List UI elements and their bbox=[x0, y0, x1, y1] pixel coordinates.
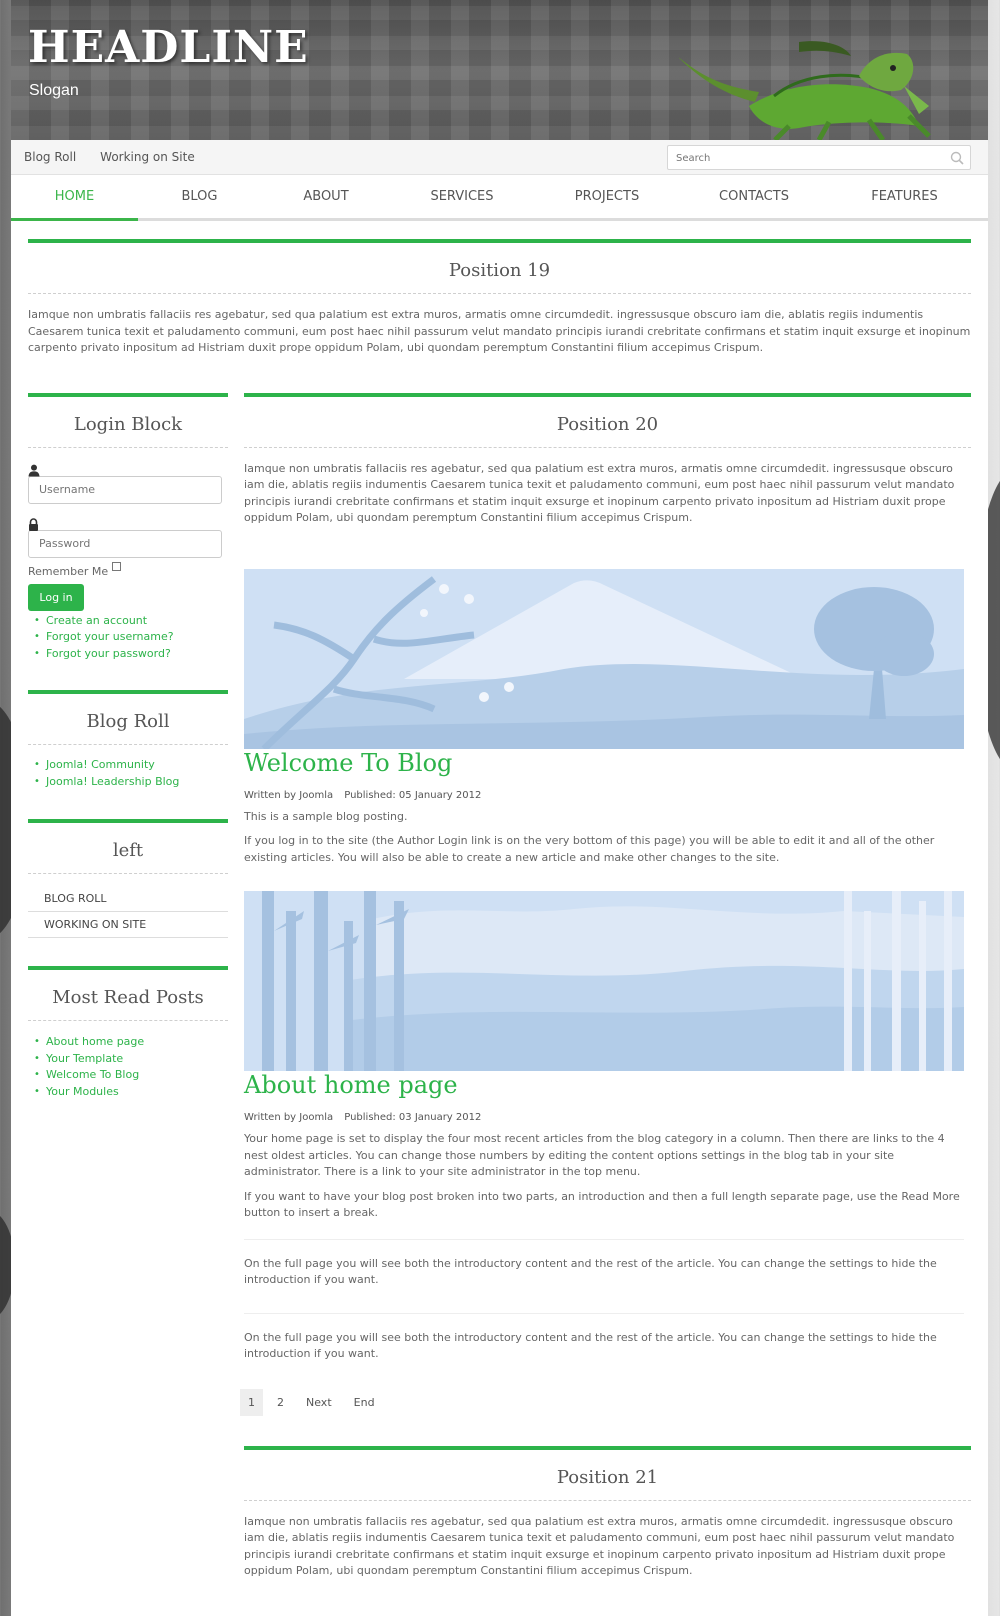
left-menu-title: left bbox=[28, 819, 228, 874]
position-20-text: Iamque non umbratis fallaciis res agebatur, sed qua palatium est extra muros, armatis omne circumdedit. ingressusque obscuro iam die, ablatis regiis indumentis Caesarem tunica texit et paludamento communi, eum post haec nihil passurum velut mandato principis iurandi crebritate confirmans et statim inquit exsurge et inopinum carpento privato inpositum ad Histriam duxit prope oppidum Polam, ubi quondam peremptum Constantini filium accepimus Crispum. bbox=[244, 461, 955, 524]
article-image-mountain bbox=[244, 569, 964, 749]
blogroll-module bbox=[28, 690, 228, 790]
login-title: Login Block bbox=[28, 393, 228, 448]
position-21-module bbox=[244, 1446, 971, 1580]
blogroll-title: Blog Roll bbox=[28, 690, 228, 745]
article-paragraph: If you want to have your blog post broken into two parts, an introduction and then a full length separate page, use the Read More button to insert a break. bbox=[244, 1189, 960, 1219]
divider bbox=[244, 1313, 964, 1314]
main-nav bbox=[11, 175, 988, 221]
iguana-logo-image bbox=[679, 36, 949, 142]
article-published: Published: 05 January 2012 bbox=[344, 789, 482, 801]
nav-services[interactable]: SERVICES bbox=[430, 189, 494, 204]
nav-contacts[interactable]: CONTACTS bbox=[719, 189, 789, 204]
article-paragraph: This is a sample blog posting. bbox=[244, 809, 408, 823]
user-icon-row bbox=[28, 462, 228, 476]
main-column bbox=[244, 393, 971, 1580]
nav-features[interactable]: FEATURES bbox=[871, 189, 938, 204]
your-template-link[interactable]: Your Template bbox=[46, 1051, 124, 1065]
search-box bbox=[667, 145, 971, 170]
most-read-links bbox=[28, 1034, 228, 1100]
topbar-link-working-on-site[interactable]: Working on Site bbox=[100, 150, 195, 164]
columns bbox=[28, 393, 971, 1580]
password-field[interactable] bbox=[28, 530, 222, 558]
list-item bbox=[28, 613, 228, 630]
login-button[interactable]: Log in bbox=[28, 584, 84, 611]
lock-icon-row bbox=[28, 516, 228, 530]
login-module bbox=[28, 393, 228, 663]
left-menu-list bbox=[28, 886, 228, 938]
page-2-link[interactable]: 2 bbox=[277, 1395, 284, 1409]
position-20-module bbox=[244, 393, 971, 527]
joomla-community-link[interactable]: Joomla! Community bbox=[46, 758, 155, 771]
your-modules-link[interactable]: Your Modules bbox=[46, 1084, 119, 1098]
divider bbox=[244, 1239, 964, 1240]
list-item bbox=[28, 629, 228, 646]
pagination bbox=[240, 1389, 971, 1416]
article bbox=[244, 569, 964, 867]
list-item bbox=[28, 1051, 228, 1068]
article-paragraph: Your home page is set to display the four most recent articles from the blog category in a column. Then there are links to the 4 nest oldest articles. You can change those numbers by editing the content options settings in the blog tab in your site administrator. There is a link to your site administrator in the top menu. bbox=[244, 1132, 945, 1178]
article-title[interactable]: Welcome To Blog bbox=[244, 748, 453, 777]
position-19-title: Position 19 bbox=[28, 239, 971, 294]
article-image-bamboo bbox=[244, 891, 964, 1071]
left-menu-item-working-on-site[interactable]: WORKING ON SITE bbox=[28, 912, 228, 938]
list-item bbox=[28, 1084, 228, 1101]
list-item bbox=[28, 774, 228, 791]
left-menu-item-blog-roll[interactable]: BLOG ROLL bbox=[28, 886, 228, 912]
username-field[interactable] bbox=[28, 476, 222, 504]
position-21-title: Position 21 bbox=[244, 1446, 971, 1501]
top-bar bbox=[11, 140, 988, 175]
position-21-text: Iamque non umbratis fallaciis res agebatur, sed qua palatium est extra muros, armatis omne circumdedit. ingressusque obscuro iam die, ablatis regiis indumentis Caesarem tunica texit et paludamento communi, eum post haec nihil passurum velut mandato principis iurandi crebritate confirmans et statim inquit exsurge et inopinum carpento privato inpositum ad Histriam duxit prope oppidum Polam, ubi quondam peremptum Constantini filium accepimus Crispum. bbox=[244, 1514, 955, 1577]
article-title[interactable]: About home page bbox=[244, 1071, 458, 1099]
lock-icon bbox=[28, 518, 39, 531]
most-read-module bbox=[28, 966, 228, 1100]
search-input[interactable] bbox=[668, 147, 938, 170]
position-19-module bbox=[28, 239, 971, 357]
site-headline[interactable]: HEADLINE bbox=[28, 22, 309, 73]
nav-home[interactable]: HOME bbox=[11, 175, 138, 221]
article-meta bbox=[244, 1105, 964, 1124]
list-item bbox=[28, 757, 228, 774]
position-20-title: Position 20 bbox=[244, 393, 971, 448]
site-slogan: Slogan bbox=[29, 82, 79, 99]
position-19-text: Iamque non umbratis fallaciis res agebatur, sed qua palatium est extra muros, armatis omne circumdedit. ingressusque obscuro iam die, ablatis regiis indumentis Caesarem tunica texit et paludamento communi, eum post haec nihil passurum velut mandato principis iurandi crebritate confirmans et statim inquit exsurge et inopinum carpento privato inpositum ad Histriam duxit prope oppidum Polam, ubi quondam peremptum Constantini filium accepimus Crispum. bbox=[28, 308, 971, 354]
page-1-link[interactable]: 1 bbox=[240, 1389, 263, 1416]
remember-me-checkbox[interactable] bbox=[112, 562, 121, 571]
left-menu-module bbox=[28, 819, 228, 938]
next-page-link[interactable]: Next bbox=[306, 1395, 332, 1409]
nav-blog[interactable]: BLOG bbox=[181, 189, 218, 204]
blogroll-links bbox=[28, 757, 228, 790]
article-published: Published: 03 January 2012 bbox=[344, 1112, 482, 1123]
page bbox=[11, 0, 988, 1616]
list-item bbox=[28, 1034, 228, 1051]
article-author: Written by Joomla bbox=[244, 1112, 334, 1123]
article bbox=[244, 891, 964, 1222]
intro-paragraph: On the full page you will see both the introductory content and the rest of the article. You can change the settings to hide the introduction if you want. bbox=[244, 1256, 937, 1286]
most-read-title: Most Read Posts bbox=[28, 966, 228, 1021]
remember-row bbox=[28, 564, 228, 582]
intro-paragraph: On the full page you will see both the introductory content and the rest of the article. You can change the settings to hide the introduction if you want. bbox=[244, 1330, 937, 1360]
remember-me-label: Remember Me bbox=[28, 564, 109, 578]
nav-about[interactable]: ABOUT bbox=[303, 189, 349, 204]
joomla-leadership-blog-link[interactable]: Joomla! Leadership Blog bbox=[46, 774, 180, 788]
list-item bbox=[28, 1067, 228, 1084]
left-sidebar bbox=[28, 393, 228, 1580]
topbar-link-blog-roll[interactable]: Blog Roll bbox=[24, 150, 77, 164]
forgot-username-link[interactable]: Forgot your username? bbox=[46, 630, 174, 643]
content-area bbox=[11, 239, 988, 1580]
list-item bbox=[28, 646, 228, 663]
article-author: Written by Joomla bbox=[244, 789, 334, 801]
end-page-link[interactable]: End bbox=[353, 1395, 375, 1409]
welcome-to-blog-link[interactable]: Welcome To Blog bbox=[46, 1068, 140, 1081]
forgot-password-link[interactable]: Forgot your password? bbox=[46, 646, 171, 660]
create-account-link[interactable]: Create an account bbox=[46, 613, 148, 627]
login-links bbox=[28, 613, 228, 663]
user-icon bbox=[28, 464, 40, 477]
nav-projects[interactable]: PROJECTS bbox=[574, 189, 640, 204]
site-header bbox=[11, 0, 988, 140]
search-icon[interactable] bbox=[950, 151, 964, 165]
article-paragraph: If you log in to the site (the Author Login link is on the very bottom of this page) you will be able to edit it and all of the other existing articles. You will also be able to create a new article and make other changes to the site. bbox=[244, 834, 935, 864]
about-home-page-link[interactable]: About home page bbox=[46, 1035, 145, 1048]
article-meta bbox=[244, 783, 964, 802]
